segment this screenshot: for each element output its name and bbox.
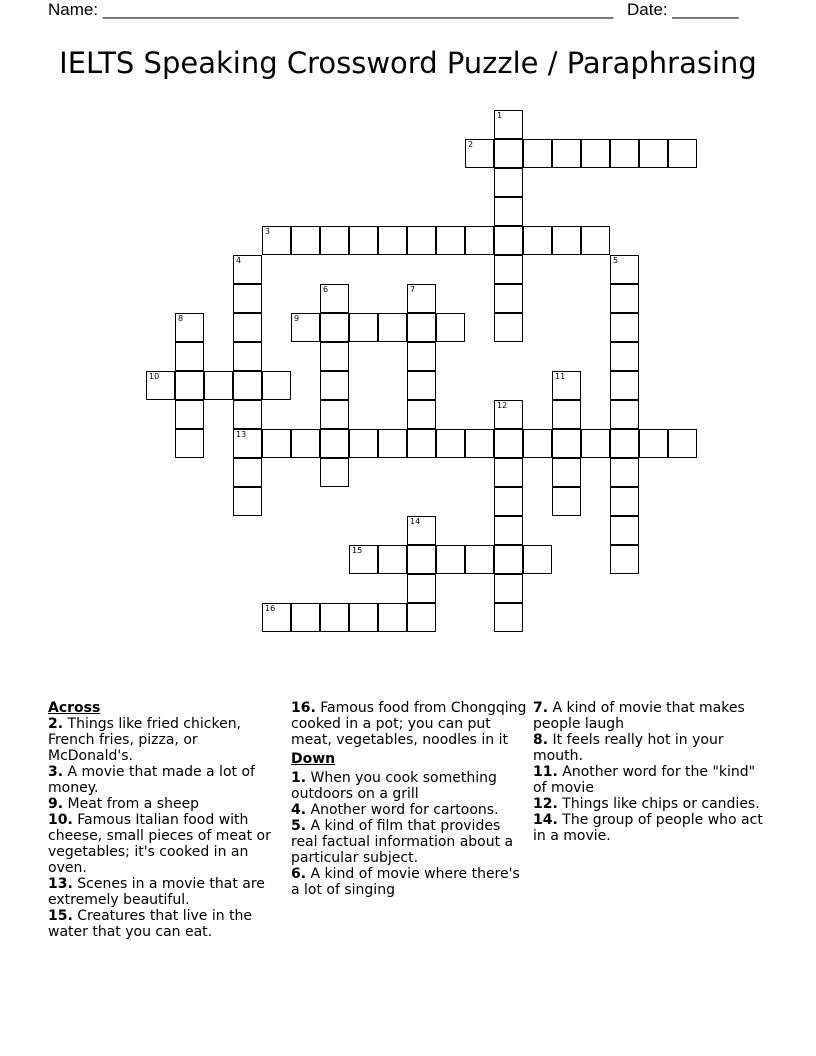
crossword-cell[interactable] — [233, 342, 262, 371]
crossword-cell[interactable] — [465, 545, 494, 574]
crossword-cell[interactable] — [349, 429, 378, 458]
clue-down-11: 11. Another word for the "kind" of movie — [533, 764, 756, 796]
clues-column-3 — [533, 700, 763, 844]
crossword-cell[interactable] — [465, 429, 494, 458]
crossword-cell[interactable] — [465, 139, 494, 168]
crossword-cell[interactable] — [436, 226, 465, 255]
clue-number: 3 — [265, 227, 271, 236]
crossword-cell[interactable] — [610, 545, 639, 574]
crossword-cell[interactable] — [320, 400, 349, 429]
crossword-cell[interactable] — [378, 313, 407, 342]
clue-across-9: 9. Meat from a sheep — [48, 796, 200, 812]
crossword-cell[interactable] — [610, 284, 639, 313]
across-heading: Across — [48, 700, 101, 716]
crossword-cell[interactable] — [610, 487, 639, 516]
crossword-cell[interactable] — [262, 226, 291, 255]
crossword-cell[interactable] — [320, 313, 349, 342]
crossword-cell[interactable] — [523, 545, 552, 574]
crossword-cell[interactable] — [233, 371, 262, 400]
crossword-cell[interactable] — [494, 487, 523, 516]
clue-across-15: 15. Creatures that live in the water that you can eat. — [48, 908, 253, 940]
crossword-cell[interactable] — [494, 458, 523, 487]
crossword-cell[interactable] — [494, 284, 523, 313]
clue-number: 14 — [410, 517, 421, 526]
crossword-cell[interactable] — [436, 545, 465, 574]
clue-number: 9 — [294, 314, 300, 323]
clue-number: 7 — [410, 285, 416, 294]
crossword-cell[interactable] — [494, 603, 523, 632]
clue-number: 10 — [149, 372, 160, 381]
clue-across-2: 2. Things like fried chicken, French fries, pizza, or McDonald's. — [48, 716, 242, 764]
clue-number: 2 — [468, 140, 474, 149]
crossword-cell[interactable] — [494, 574, 523, 603]
clue-number: 1 — [497, 111, 503, 120]
clue-down-14: 14. The group of people who act in a movie. — [533, 812, 763, 844]
clue-number: 4 — [236, 256, 242, 265]
crossword-cell[interactable] — [494, 197, 523, 226]
crossword-cell[interactable] — [407, 603, 436, 632]
crossword-cell[interactable] — [407, 429, 436, 458]
crossword-cell[interactable] — [175, 313, 204, 342]
clue-across-10: 10. Famous Italian food with cheese, small pieces of meat or vegetables; it's cooked in an oven. — [48, 812, 271, 876]
crossword-cell[interactable] — [494, 168, 523, 197]
crossword-cell[interactable] — [494, 429, 523, 458]
clue-number: 12 — [497, 401, 508, 410]
clue-across-3: 3. A movie that made a lot of money. — [48, 764, 255, 796]
crossword-cell[interactable] — [494, 139, 523, 168]
crossword-cell[interactable] — [523, 226, 552, 255]
crossword-cell[interactable] — [581, 226, 610, 255]
crossword-cell[interactable] — [610, 139, 639, 168]
crossword-cell[interactable] — [494, 545, 523, 574]
crossword-cell[interactable] — [610, 371, 639, 400]
crossword-cell[interactable] — [494, 226, 523, 255]
clue-number: 11 — [555, 372, 566, 381]
clue-number: 16 — [265, 604, 276, 613]
crossword-cell[interactable] — [320, 226, 349, 255]
crossword-cell[interactable] — [552, 139, 581, 168]
crossword-cell[interactable] — [581, 139, 610, 168]
clue-down-7: 7. A kind of movie that makes people laugh — [533, 700, 745, 732]
crossword-cell[interactable] — [320, 429, 349, 458]
crossword-cell[interactable] — [175, 342, 204, 371]
crossword-cell[interactable] — [407, 342, 436, 371]
crossword-cell[interactable] — [378, 545, 407, 574]
crossword-cell[interactable] — [262, 371, 291, 400]
clue-down-8: 8. It feels really hot in your mouth. — [533, 732, 724, 764]
crossword-cell[interactable] — [262, 429, 291, 458]
clue-number: 8 — [178, 314, 184, 323]
crossword-cell[interactable] — [233, 487, 262, 516]
clue-down-5: 5. A kind of film that provides real factual information about a particular subject. — [291, 818, 514, 866]
name-field-label: Name: ______________________________________________________ — [48, 0, 614, 19]
crossword-cell[interactable] — [494, 110, 523, 139]
crossword-cell[interactable] — [523, 429, 552, 458]
crossword-cell[interactable] — [668, 429, 697, 458]
clue-down-6: 6. A kind of movie where there's a lot of singing — [291, 866, 520, 898]
crossword-cell[interactable] — [407, 371, 436, 400]
crossword-cell[interactable] — [610, 516, 639, 545]
crossword-cell[interactable] — [320, 284, 349, 313]
crossword-cell[interactable] — [639, 429, 668, 458]
crossword-cell[interactable] — [552, 371, 581, 400]
crossword-cell[interactable] — [407, 574, 436, 603]
crossword-cell[interactable] — [291, 313, 320, 342]
crossword-cell[interactable] — [233, 429, 262, 458]
crossword-cell[interactable] — [233, 313, 262, 342]
clues-column-1 — [48, 700, 284, 940]
crossword-cell[interactable] — [407, 516, 436, 545]
crossword-cell[interactable] — [523, 139, 552, 168]
crossword-cell[interactable] — [378, 603, 407, 632]
crossword-cell[interactable] — [581, 429, 610, 458]
crossword-cell[interactable] — [320, 603, 349, 632]
crossword-cell[interactable] — [668, 139, 697, 168]
crossword-cell[interactable] — [291, 429, 320, 458]
crossword-cell[interactable] — [436, 429, 465, 458]
clue-down-1: 1. When you cook something outdoors on a grill — [291, 770, 497, 802]
crossword-cell[interactable] — [494, 313, 523, 342]
clue-number: 5 — [613, 256, 619, 265]
crossword-cell[interactable] — [349, 226, 378, 255]
clue-across-16: 16. Famous food from Chongqing cooked in a pot; you can put meat, vegetables, noodles in it — [291, 700, 527, 748]
clue-down-12: 12. Things like chips or candies. — [533, 796, 760, 812]
crossword-cell[interactable] — [436, 313, 465, 342]
crossword-cell[interactable] — [407, 226, 436, 255]
crossword-cell[interactable] — [494, 255, 523, 284]
crossword-cell[interactable] — [639, 139, 668, 168]
crossword-cell[interactable] — [407, 545, 436, 574]
crossword-cell[interactable] — [262, 603, 291, 632]
crossword-cell[interactable] — [233, 400, 262, 429]
crossword-cell[interactable] — [407, 313, 436, 342]
crossword-cell[interactable] — [233, 255, 262, 284]
clues-column-2 — [291, 700, 527, 898]
crossword-cell[interactable] — [320, 342, 349, 371]
crossword-cell[interactable] — [552, 487, 581, 516]
crossword-cell[interactable] — [610, 342, 639, 371]
crossword-cell[interactable] — [349, 603, 378, 632]
crossword-cell[interactable] — [494, 400, 523, 429]
crossword-cell[interactable] — [233, 284, 262, 313]
crossword-cell[interactable] — [465, 226, 494, 255]
crossword-cell[interactable] — [175, 429, 204, 458]
crossword-cell[interactable] — [233, 458, 262, 487]
crossword-cell[interactable] — [146, 371, 175, 400]
crossword-cell[interactable] — [610, 429, 639, 458]
crossword-cell[interactable] — [552, 226, 581, 255]
crossword-cell[interactable] — [291, 226, 320, 255]
crossword-cell[interactable] — [378, 429, 407, 458]
crossword-cell[interactable] — [494, 516, 523, 545]
crossword-cell[interactable] — [552, 400, 581, 429]
crossword-cell[interactable] — [320, 371, 349, 400]
crossword-cell[interactable] — [291, 603, 320, 632]
clue-number: 13 — [236, 430, 247, 439]
clue-across-13: 13. Scenes in a movie that are extremely beautiful. — [48, 876, 265, 908]
crossword-cell[interactable] — [552, 458, 581, 487]
puzzle-title: IELTS Speaking Crossword Puzzle / Paraphrasing — [59, 46, 757, 80]
crossword-cell[interactable] — [552, 429, 581, 458]
down-heading: Down — [291, 751, 336, 767]
crossword-cell[interactable] — [378, 226, 407, 255]
crossword-cell[interactable] — [610, 313, 639, 342]
crossword-cell[interactable] — [175, 400, 204, 429]
crossword-cell[interactable] — [610, 458, 639, 487]
crossword-cell[interactable] — [407, 400, 436, 429]
crossword-cell[interactable] — [610, 255, 639, 284]
crossword-cell[interactable] — [349, 545, 378, 574]
crossword-cell[interactable] — [320, 458, 349, 487]
crossword-cell[interactable] — [407, 284, 436, 313]
clue-number: 15 — [352, 546, 363, 555]
crossword-cell[interactable] — [610, 400, 639, 429]
crossword-cell[interactable] — [175, 371, 204, 400]
crossword-cell[interactable] — [349, 313, 378, 342]
date-field-label: Date: _______ — [627, 0, 739, 19]
clue-number: 6 — [323, 285, 329, 294]
crossword-cell[interactable] — [204, 371, 233, 400]
clue-down-4: 4. Another word for cartoons. — [291, 802, 499, 818]
